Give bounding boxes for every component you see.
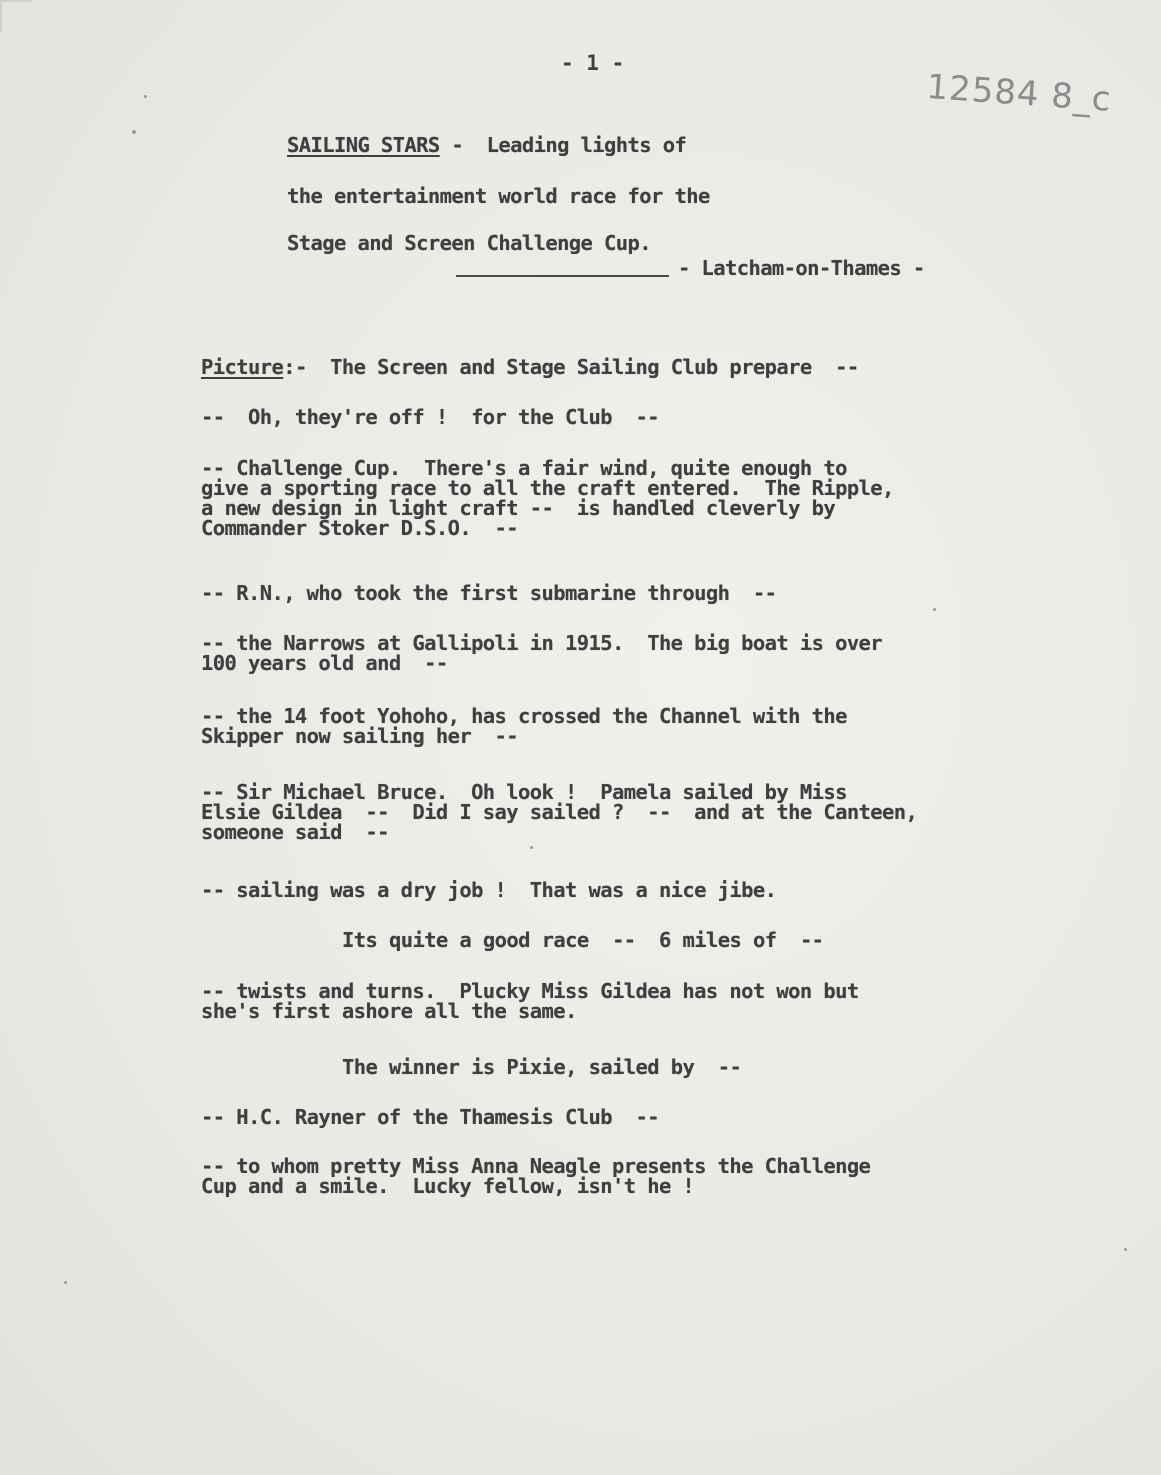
location-line: - Latcham-on-Thames - [678,256,925,280]
paper-speck [144,95,147,98]
paragraph-7: -- Sir Michael Bruce. Oh look ! Pamela sailed by Miss Elsie Gildea -- Did I say sailed ? -- and at the Canteen, someone said -- [201,780,918,844]
paragraph-12: -- H.C. Rayner of the Thamesis Club -- [201,1105,659,1129]
paragraph-3: -- Challenge Cup. There's a fair wind, quite enough to give a sporting race to all the craft entered. The Ripple, a new design in light craft -- is handled cleverly by Commander Stoker D.S.O. -- [201,456,894,540]
paper-speck [64,1281,67,1284]
paragraph-11: The winner is Pixie, sailed by -- [342,1055,742,1079]
paper-speck [530,846,533,849]
paragraph-4: -- R.N., who took the first submarine through -- [201,581,777,605]
paragraph-8: -- sailing was a dry job ! That was a nice jibe. [201,878,777,902]
title-line-1 [287,135,686,155]
paragraph-5: -- the Narrows at Gallipoli in 1915. The big boat is over 100 years old and -- [201,631,883,675]
title-line-3: Stage and Screen Challenge Cup. [287,231,652,255]
title-line-1-rest: - Leading lights of [439,133,687,157]
title-heading: SAILING STARS [287,133,440,157]
title-rule [456,275,669,277]
handwritten-annotation: 12584 8_c [925,67,1113,120]
paragraph-13: -- to whom pretty Miss Anna Neagle presents the Challenge Cup and a smile. Lucky fellow, isn't he ! [201,1154,871,1198]
paper-speck [132,130,136,134]
corner-mark [0,0,32,32]
paragraph-10: -- twists and turns. Plucky Miss Gildea has not won but she's first ashore all the same. [201,979,859,1023]
paragraph-9: Its quite a good race -- 6 miles of -- [342,928,824,952]
paragraph-2: -- Oh, they're off ! for the Club -- [201,405,659,429]
paragraph-6: -- the 14 foot Yohoho, has crossed the Channel with the Skipper now sailing her -- [201,704,847,748]
title-line-2: the entertainment world race for the [287,184,710,208]
paper-speck [1124,1248,1127,1251]
paragraph-picture-text: :- The Screen and Stage Sailing Club prepare -- [283,355,859,379]
paragraph-picture [201,357,859,377]
picture-label: Picture [201,355,284,379]
page-number: - 1 - [561,51,625,75]
paper-speck [933,608,936,611]
